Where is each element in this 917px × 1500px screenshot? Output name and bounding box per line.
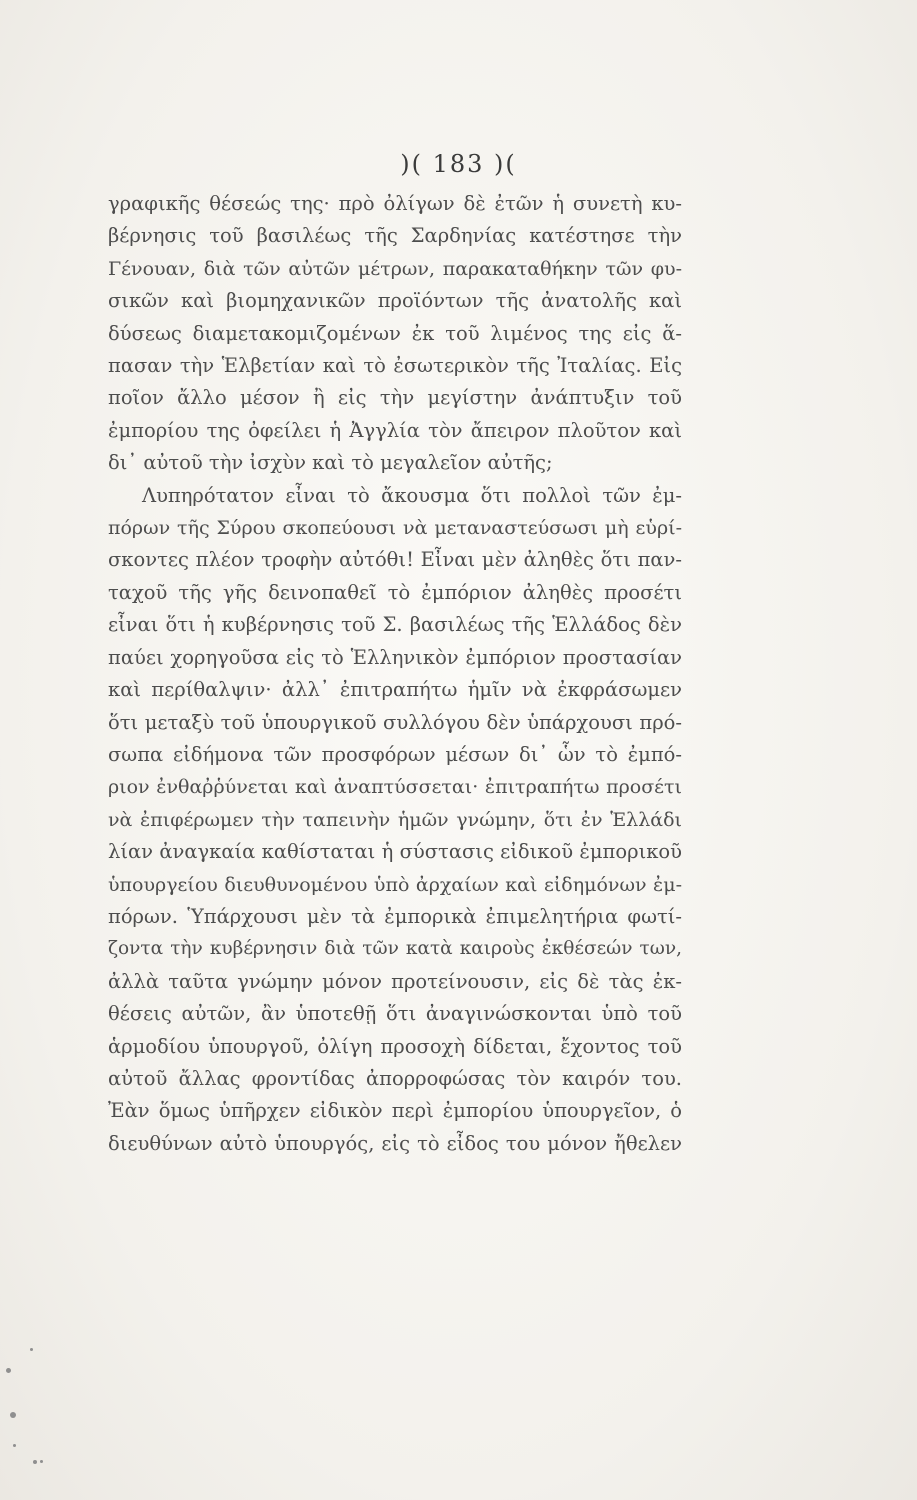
text-line: διευθύνων αὐτὸ ὑπουργός, εἰς τὸ εἶδος του μόνον ἤθελεν [108,1131,682,1155]
text-line: θέσεις αὐτῶν, ἂν ὑποτεθῇ ὅτι ἀναγινώσκονται ὑπὸ τοῦ [108,1002,682,1026]
scan-speck [10,1412,16,1418]
text-line: βέρνησις τοῦ βασιλέως τῆς Σαρδηνίας κατέστησε τὴν [108,224,682,248]
text-line: Ἐὰν ὅμως ὑπῆρχεν εἰδικὸν περὶ ἐμπορίου ὑπουργεῖον, ὁ [108,1099,682,1123]
text-line: παύει χορηγοῦσα εἰς τὸ Ἑλληνικὸν ἐμπόριον προστασίαν [108,645,682,669]
text-line: Γένουαν, διὰ τῶν αὐτῶν μέτρων, παρακαταθήκην τῶν φυ- [108,257,682,280]
page-number-header: )( 183 )( [400,150,517,178]
text-line: αὐτοῦ ἄλλας φροντίδας ἀπορροφώσας τὸν καιρόν του. [108,1066,682,1090]
text-line: ἐμπορίου της ὀφείλει ἡ Ἀγγλία τὸν ἄπειρον πλοῦτον καὶ [108,418,682,442]
text-line: δύσεως διαμετακομιζομένων ἐκ τοῦ λιμένος της εἰς ἅ- [108,321,682,345]
scan-speck [30,1348,33,1351]
body-text [108,188,682,1160]
text-line: Λυπηρότατον εἶναι τὸ ἄκουσμα ὅτι πολλοὶ τῶν ἐμ- [142,483,682,507]
text-line: ὑπουργείου διευθυνομένου ὑπὸ ἀρχαίων καὶ εἰδημόνων ἐμ- [108,873,682,896]
text-line: ταχοῦ τῆς γῆς δεινοπαθεῖ τὸ ἐμπόριον ἀληθὲς προσέτι [108,580,682,604]
text-line: ἀλλὰ ταῦτα γνώμην μόνον προτείνουσιν, εἰς δὲ τὰς ἐκ- [108,969,682,993]
text-line: πασαν τὴν Ἑλβετίαν καὶ τὸ ἐσωτερικὸν τῆς Ἰταλίας. Εἰς [108,354,682,378]
text-line: ριον ἐνθαῤῥύνεται καὶ ἀναπτύσσεται· ἐπιτραπήτω προσέτι [108,776,682,799]
text-line: ποῖον ἄλλο μέσον ἢ εἰς τὴν μεγίστην ἀνάπτυξιν τοῦ [108,386,682,410]
text-line: σικῶν καὶ βιομηχανικῶν προϊόντων τῆς ἀνατολῆς καὶ [108,289,682,313]
text-line: ὅτι μεταξὺ τοῦ ὑπουργικοῦ συλλόγου δὲν ὑπάρχουσι πρό- [108,710,682,734]
text-line: ἁρμοδίου ὑπουργοῦ, ὀλίγη προσοχὴ δίδεται, ἔχοντος τοῦ [108,1034,682,1058]
text-line: δι᾿ αὐτοῦ τὴν ἰσχὺν καὶ τὸ μεγαλεῖον αὐτῆς; [108,451,553,475]
text-line: λίαν ἀναγκαία καθίσταται ἡ σύστασις εἰδικοῦ ἐμπορικοῦ [108,840,682,864]
text-line: γραφικῆς θέσεώς της· πρὸ ὀλίγων δὲ ἐτῶν ἡ συνετὴ κυ- [108,192,682,215]
text-line: πόρων. Ὑπάρχουσι μὲν τὰ ἐμπορικὰ ἐπιμελητήρια φωτί- [108,904,682,928]
text-line: εἶναι ὅτι ἡ κυβέρνησις τοῦ Σ. βασιλέως τῆς Ἑλλάδος δὲν [108,613,682,637]
text-line: σωπα εἰδήμονα τῶν προσφόρων μέσων δι᾿ ὧν τὸ ἐμπό- [108,742,682,766]
scan-speck [6,1368,11,1373]
text-line: πόρων τῆς Σύρου σκοπεύουσι νὰ μεταναστεύσωσι μὴ εὑρί- [108,517,682,540]
text-line: σκοντες πλέον τροφὴν αὐτόθι! Εἶναι μὲν ἀληθὲς ὅτι παν- [108,548,682,572]
scan-speck [13,1444,16,1447]
scan-speck [33,1460,37,1464]
scan-speck [40,1460,43,1463]
text-line: καὶ περίθαλψιν· ἀλλ᾿ ἐπιτραπήτω ἡμῖν νὰ ἐκφράσωμεν [108,678,682,702]
text-line: νὰ ἐπιφέρωμεν τὴν ταπεινὴν ἡμῶν γνώμην, ὅτι ἐν Ἑλλάδι [108,808,682,831]
text-line: ζοντα τὴν κυβέρνησιν διὰ τῶν κατὰ καιροὺς ἐκθέσεών των, [108,938,682,960]
